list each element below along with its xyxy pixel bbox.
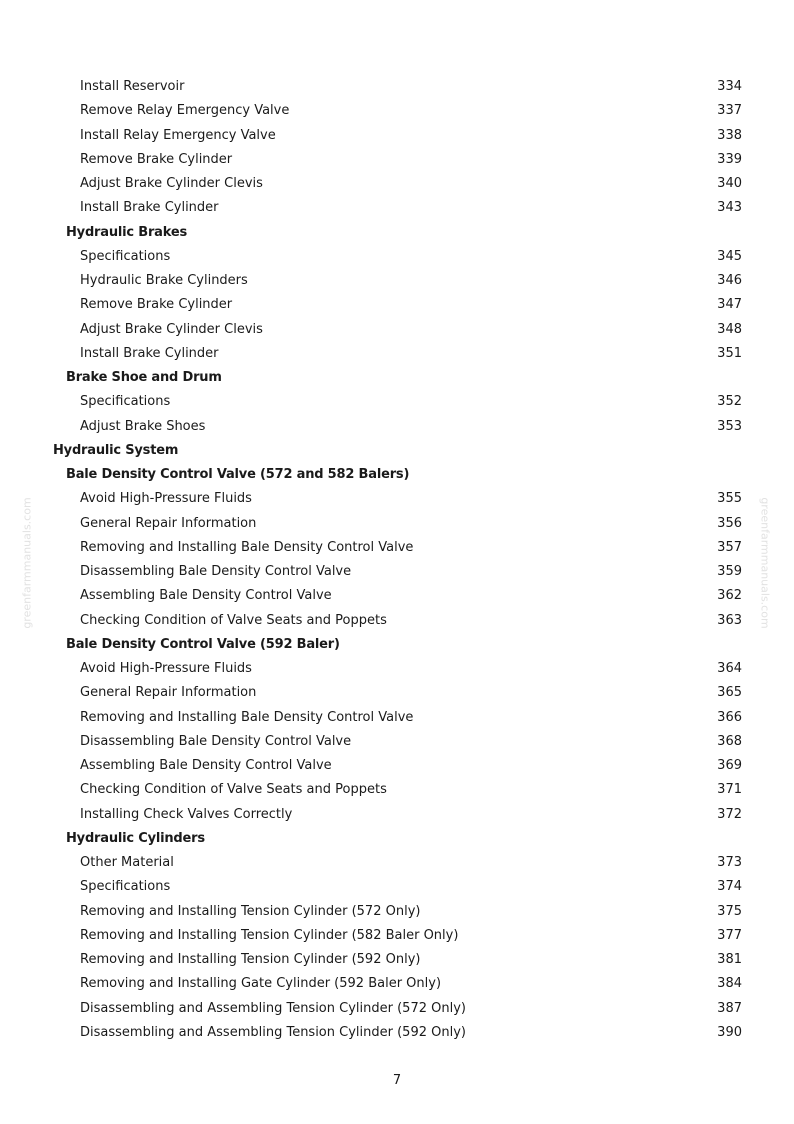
toc-entry-page-number: 345 [717, 248, 742, 264]
toc-entry[interactable] [0, 730, 794, 754]
toc-entry-label: Specifications [80, 394, 171, 410]
toc-entry-page-number: 364 [717, 661, 742, 676]
toc-entry[interactable] [0, 560, 794, 584]
toc-entry-label: Brake Shoe and Drum [66, 370, 222, 385]
watermark-left: greenfarmmanuals.com [20, 497, 34, 629]
toc-entry-label: Checking Condition of Valve Seats and Poppets [80, 612, 387, 628]
toc-entry-label: Hydraulic Brake Cylinders [80, 273, 248, 288]
toc-entry-page-number: 377 [717, 927, 742, 943]
toc-entry-page-number: 387 [717, 1000, 742, 1016]
toc-entry-label: Specifications [80, 879, 171, 895]
toc-entry[interactable] [0, 754, 794, 778]
toc-entry[interactable] [0, 1021, 794, 1045]
toc-entry[interactable] [0, 245, 794, 269]
toc-entry[interactable] [0, 924, 794, 948]
toc-entry-page-number: 355 [717, 491, 742, 507]
toc-entry[interactable] [0, 681, 794, 705]
toc-entry-label: Installing Check Valves Correctly [80, 806, 293, 822]
toc-entry-label: Install Brake Cylinder [80, 345, 219, 361]
toc-entry[interactable] [0, 196, 794, 220]
toc-entry-label: Disassembling and Assembling Tension Cylinder (592 Only) [80, 1024, 466, 1040]
toc-entry-page-number: 343 [717, 200, 742, 216]
toc-entry-label: Removing and Installing Bale Density Control Valve [80, 709, 414, 725]
toc-section-heading[interactable] [0, 633, 794, 657]
toc-entry-label: Remove Relay Emergency Valve [80, 103, 290, 119]
toc-entry-label: Removing and Installing Gate Cylinder (592 Baler Only) [80, 976, 442, 992]
toc-entry-page-number: 365 [717, 685, 742, 701]
toc-entry[interactable] [0, 803, 794, 827]
toc-entry[interactable] [0, 172, 794, 196]
toc-entry-page-number: 372 [717, 806, 742, 822]
toc-entry[interactable] [0, 584, 794, 608]
toc-entry-page-number: 351 [717, 345, 742, 361]
toc-entry[interactable] [0, 293, 794, 317]
page-number: 7 [392, 1073, 402, 1088]
toc-entry[interactable] [0, 536, 794, 560]
toc-entry[interactable] [0, 657, 794, 681]
toc-section-heading[interactable] [0, 221, 794, 245]
toc-entry-page-number: 384 [717, 976, 742, 992]
toc-entry-page-number: 346 [717, 273, 742, 288]
toc-entry-label: Avoid High-Pressure Fluids [80, 661, 252, 676]
toc-section-heading[interactable] [0, 463, 794, 487]
toc-entry-page-number: 347 [717, 297, 742, 313]
toc-entry-label: Hydraulic Cylinders [66, 830, 205, 846]
toc-entry-page-number: 359 [717, 564, 742, 579]
toc-entry-label: Adjust Brake Shoes [80, 418, 206, 434]
toc-entry-label: Hydraulic Brakes [66, 224, 187, 240]
toc-section-heading[interactable] [0, 439, 794, 463]
toc-entry-label: General Repair Information [80, 685, 257, 701]
toc-entry-label: Install Brake Cylinder [80, 200, 219, 216]
toc-entry[interactable] [0, 415, 794, 439]
toc-entry-page-number: 353 [717, 418, 742, 434]
toc-entry-label: Install Relay Emergency Valve [80, 127, 276, 143]
toc-section-heading[interactable] [0, 366, 794, 390]
toc-entry-label: Bale Density Control Valve (572 and 582 Balers) [66, 467, 410, 482]
toc-entry-page-number: 348 [717, 321, 742, 337]
toc-entry[interactable] [0, 851, 794, 875]
toc-entry-page-number: 334 [717, 79, 742, 94]
toc-entry[interactable] [0, 972, 794, 996]
toc-section-heading[interactable] [0, 827, 794, 851]
toc-entry-page-number: 371 [717, 782, 742, 798]
toc-entry-label: Assembling Bale Density Control Valve [80, 758, 332, 773]
toc-entry-page-number: 356 [717, 515, 742, 531]
toc-entry[interactable] [0, 487, 794, 511]
table-of-contents [0, 75, 794, 1045]
toc-entry[interactable] [0, 609, 794, 633]
toc-entry-label: Other Material [80, 855, 174, 870]
toc-entry-label: Removing and Installing Bale Density Control Valve [80, 539, 414, 555]
toc-entry[interactable] [0, 99, 794, 123]
toc-entry[interactable] [0, 148, 794, 172]
toc-entry-label: Checking Condition of Valve Seats and Poppets [80, 782, 387, 798]
toc-entry-label: Install Reservoir [80, 79, 185, 94]
toc-entry-page-number: 373 [717, 855, 742, 870]
toc-entry[interactable] [0, 706, 794, 730]
toc-entry-label: Removing and Installing Tension Cylinder (582 Baler Only) [80, 927, 459, 943]
toc-entry-label: Hydraulic System [53, 442, 179, 458]
toc-entry[interactable] [0, 875, 794, 899]
toc-entry-label: Remove Brake Cylinder [80, 297, 233, 313]
toc-entry-page-number: 363 [717, 612, 742, 628]
toc-entry-label: Specifications [80, 248, 171, 264]
toc-entry[interactable] [0, 512, 794, 536]
toc-entry-page-number: 337 [717, 103, 742, 119]
toc-entry-page-number: 374 [717, 879, 742, 895]
toc-entry-label: Avoid High-Pressure Fluids [80, 491, 252, 507]
toc-entry[interactable] [0, 948, 794, 972]
toc-entry-label: Remove Brake Cylinder [80, 151, 233, 167]
toc-entry[interactable] [0, 269, 794, 293]
toc-entry-page-number: 390 [717, 1024, 742, 1040]
toc-entry-label: Disassembling Bale Density Control Valve [80, 733, 352, 749]
toc-entry-label: Assembling Bale Density Control Valve [80, 588, 332, 604]
toc-entry[interactable] [0, 900, 794, 924]
watermark-right: greenfarmmanuals.com [758, 497, 772, 629]
toc-entry-page-number: 352 [717, 394, 742, 410]
toc-entry-page-number: 340 [717, 176, 742, 191]
toc-entry-label: Removing and Installing Tension Cylinder (572 Only) [80, 903, 421, 919]
toc-entry[interactable] [0, 75, 794, 99]
toc-entry-label: Adjust Brake Cylinder Clevis [80, 176, 263, 191]
toc-entry-label: General Repair Information [80, 515, 257, 531]
toc-entry-page-number: 366 [717, 709, 742, 725]
toc-entry-page-number: 381 [717, 952, 742, 967]
toc-entry[interactable] [0, 997, 794, 1021]
toc-entry[interactable] [0, 318, 794, 342]
toc-entry-page-number: 368 [717, 733, 742, 749]
toc-entry[interactable] [0, 778, 794, 802]
toc-entry-label: Disassembling and Assembling Tension Cylinder (572 Only) [80, 1000, 466, 1016]
toc-entry-page-number: 357 [717, 539, 742, 555]
toc-entry-label: Removing and Installing Tension Cylinder (592 Only) [80, 952, 421, 967]
toc-entry-label: Adjust Brake Cylinder Clevis [80, 321, 263, 337]
toc-entry-page-number: 338 [717, 127, 742, 143]
toc-entry-page-number: 339 [717, 151, 742, 167]
toc-entry-page-number: 369 [717, 758, 742, 773]
toc-entry[interactable] [0, 390, 794, 414]
toc-entry-page-number: 375 [717, 903, 742, 919]
toc-entry[interactable] [0, 124, 794, 148]
toc-entry[interactable] [0, 342, 794, 366]
toc-entry-page-number: 362 [717, 588, 742, 604]
toc-entry-label: Bale Density Control Valve (592 Baler) [66, 636, 340, 652]
toc-entry-label: Disassembling Bale Density Control Valve [80, 564, 352, 579]
